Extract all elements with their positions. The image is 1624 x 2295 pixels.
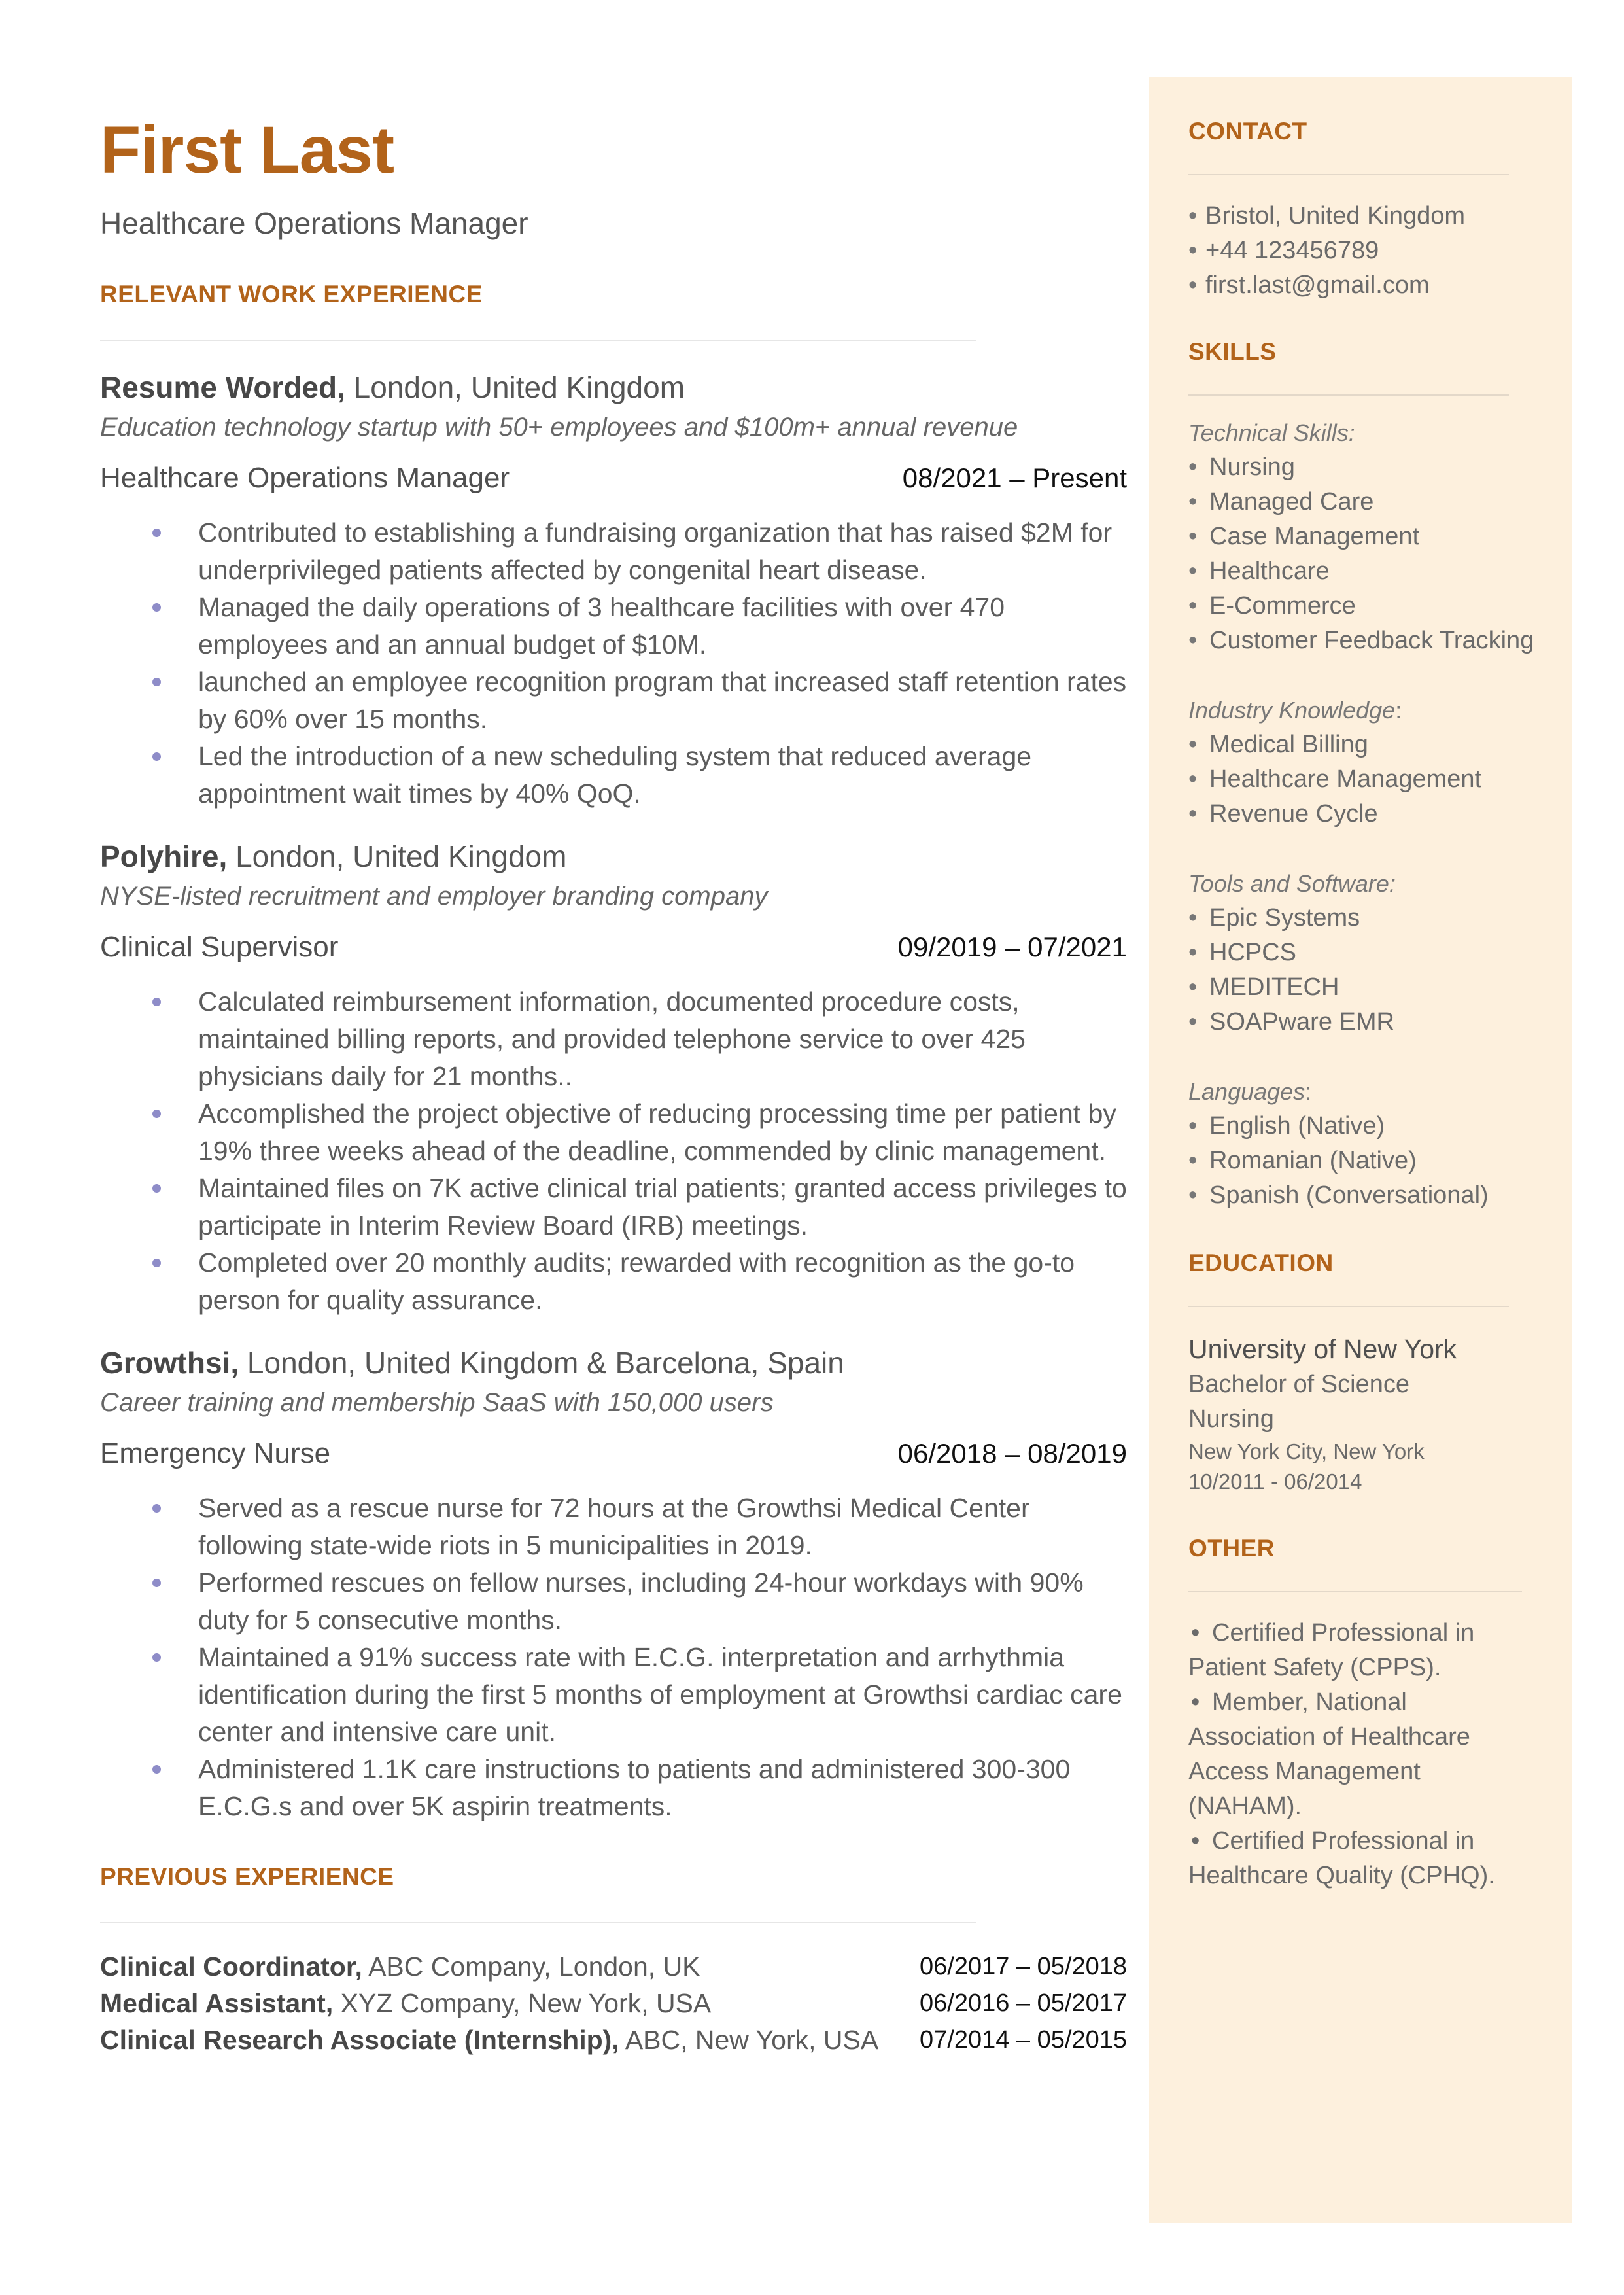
section-divider bbox=[100, 340, 976, 341]
skill-item: • Medical Billing bbox=[1188, 731, 1368, 758]
job-company: Polyhire, London, United Kingdom bbox=[100, 839, 567, 873]
job-role: Healthcare Operations Manager bbox=[100, 461, 510, 494]
job-dates: 06/2018 – 08/2019 bbox=[897, 1438, 1127, 1469]
education-field: Nursing bbox=[1188, 1405, 1274, 1433]
skill-item: • HCPCS bbox=[1188, 939, 1297, 966]
skill-group-label: Languages: bbox=[1188, 1078, 1312, 1105]
bullet-item: Contributed to establishing a fundraising organization that has raised $2M for underprivileged patients affected by congenital heart disease. bbox=[100, 514, 1127, 589]
job-bullets bbox=[100, 514, 1127, 813]
skill-item: • Spanish (Conversational) bbox=[1188, 1182, 1489, 1209]
skill-item: • Romanian (Native) bbox=[1188, 1147, 1417, 1174]
skill-item: • Epic Systems bbox=[1188, 904, 1360, 932]
section-divider bbox=[1188, 1306, 1509, 1307]
skill-item: • English (Native) bbox=[1188, 1112, 1385, 1140]
skill-item: • Nursing bbox=[1188, 453, 1295, 481]
skill-item: • Revenue Cycle bbox=[1188, 800, 1378, 828]
section-heading-education: EDUCATION bbox=[1188, 1250, 1334, 1276]
skill-group bbox=[1188, 415, 1535, 658]
skill-item: • Customer Feedback Tracking bbox=[1188, 627, 1534, 654]
skill-item: • E-Commerce bbox=[1188, 592, 1356, 620]
job-description: NYSE-listed recruitment and employer branding company bbox=[100, 881, 768, 911]
section-heading-previous: PREVIOUS EXPERIENCE bbox=[100, 1863, 394, 1891]
job-dates: 08/2021 – Present bbox=[902, 462, 1127, 493]
contact-email[interactable]: • first.last@gmail.com bbox=[1188, 272, 1430, 299]
section-divider bbox=[1188, 394, 1509, 396]
job-entry bbox=[100, 1345, 1127, 1825]
other-list bbox=[1188, 1616, 1535, 1893]
skill-item: • Managed Care bbox=[1188, 488, 1374, 516]
bullet-item: Performed rescues on fellow nurses, including 24-hour workdays with 90% duty for 5 consecutive months. bbox=[100, 1564, 1127, 1639]
other-item: • Certified Professional in Patient Safety (CPPS). bbox=[1188, 1619, 1475, 1681]
other-item: • Certified Professional in Healthcare Quality (CPHQ). bbox=[1188, 1827, 1495, 1889]
skill-item: • Healthcare Management bbox=[1188, 765, 1482, 793]
previous-dates: 07/2014 – 05/2015 bbox=[920, 2026, 1127, 2054]
skill-item: • Healthcare bbox=[1188, 557, 1330, 585]
job-entry bbox=[100, 839, 1127, 1319]
education-school: University of New York bbox=[1188, 1334, 1457, 1364]
section-heading-other: OTHER bbox=[1188, 1535, 1275, 1562]
bullet-item: Accomplished the project objective of reducing processing time per patient by 19% three weeks ahead of the deadline, commended by clinic management. bbox=[100, 1095, 1127, 1170]
skill-group bbox=[1188, 1074, 1535, 1213]
job-company: Resume Worded, London, United Kingdom bbox=[100, 370, 685, 404]
job-dates: 09/2019 – 07/2021 bbox=[897, 931, 1127, 962]
previous-dates: 06/2017 – 05/2018 bbox=[920, 1953, 1127, 1981]
job-role: Clinical Supervisor bbox=[100, 930, 339, 963]
bullet-item: launched an employee recognition program that increased staff retention rates by 60% over 15 months. bbox=[100, 663, 1127, 738]
job-description: Education technology startup with 50+ employees and $100m+ annual revenue bbox=[100, 412, 1018, 442]
sidebar bbox=[1149, 77, 1572, 2223]
education-entry bbox=[1188, 1331, 1535, 1497]
previous-entry: Medical Assistant, XYZ Company, New York, USA 06/2016 – 05/2017 bbox=[100, 1985, 1127, 2022]
section-heading-contact: CONTACT bbox=[1188, 118, 1307, 145]
bullet-item: Maintained a 91% success rate with E.C.G. interpretation and arrhythmia identification during the first 5 months of employment at Growthsi cardiac care center and intensive care unit. bbox=[100, 1639, 1127, 1751]
job-role: Emergency Nurse bbox=[100, 1437, 331, 1470]
education-dates: 10/2011 - 06/2014 bbox=[1188, 1469, 1362, 1494]
bullet-item: Maintained files on 7K active clinical trial patients; granted access privileges to participate in Interim Review Board (IRB) meetings. bbox=[100, 1170, 1127, 1244]
skill-group bbox=[1188, 693, 1535, 832]
section-divider bbox=[100, 1922, 976, 1923]
previous-dates: 06/2016 – 05/2017 bbox=[920, 1989, 1127, 2018]
section-divider bbox=[1188, 174, 1509, 175]
previous-experience-list bbox=[100, 1948, 1127, 2058]
job-bullets bbox=[100, 983, 1127, 1319]
bullet-item: Managed the daily operations of 3 healthcare facilities with over 470 employees and an annual budget of $10M. bbox=[100, 589, 1127, 663]
section-heading-work: RELEVANT WORK EXPERIENCE bbox=[100, 280, 483, 307]
skill-item: • MEDITECH bbox=[1188, 973, 1339, 1001]
previous-entry: Clinical Research Associate (Internship), ABC, New York, USA 07/2014 – 05/2015 bbox=[100, 2022, 1127, 2058]
job-company: Growthsi, London, United Kingdom & Barcelona, Spain bbox=[100, 1345, 844, 1380]
contact-phone: • +44 123456789 bbox=[1188, 237, 1379, 264]
candidate-title: Healthcare Operations Manager bbox=[100, 206, 528, 240]
main-column bbox=[100, 113, 1127, 2058]
other-item: • Member, National Association of Healthcare Access Management (NAHAM). bbox=[1188, 1689, 1470, 1820]
bullet-item: Served as a rescue nurse for 72 hours at the Growthsi Medical Center following state-wide riots in 5 municipalities in 2019. bbox=[100, 1490, 1127, 1564]
candidate-name: First Last bbox=[100, 113, 394, 187]
bullet-item: Administered 1.1K care instructions to patients and administered 300-300 E.C.G.s and over 5K aspirin treatments. bbox=[100, 1751, 1127, 1825]
section-divider bbox=[1188, 1591, 1522, 1592]
skill-group-label: Tools and Software: bbox=[1188, 870, 1396, 897]
job-entry bbox=[100, 370, 1127, 813]
education-location: New York City, New York bbox=[1188, 1439, 1425, 1463]
contact-list bbox=[1188, 199, 1535, 303]
skill-group-label: Technical Skills: bbox=[1188, 419, 1355, 446]
section-heading-skills: SKILLS bbox=[1188, 338, 1277, 365]
skill-group-label: Industry Knowledge: bbox=[1188, 697, 1402, 724]
contact-location: • Bristol, United Kingdom bbox=[1188, 202, 1466, 230]
previous-entry: Clinical Coordinator, ABC Company, London, UK 06/2017 – 05/2018 bbox=[100, 1948, 1127, 1985]
job-description: Career training and membership SaaS with 150,000 users bbox=[100, 1388, 774, 1418]
bullet-item: Calculated reimbursement information, documented procedure costs, maintained billing reports, and provided telephone service to over 425 physicians daily for 21 months.. bbox=[100, 983, 1127, 1095]
skill-group bbox=[1188, 866, 1535, 1040]
job-bullets bbox=[100, 1490, 1127, 1825]
skill-item: • SOAPware EMR bbox=[1188, 1008, 1394, 1036]
skill-item: • Case Management bbox=[1188, 523, 1420, 550]
bullet-item: Led the introduction of a new scheduling system that reduced average appointment wait times by 40% QoQ. bbox=[100, 738, 1127, 813]
bullet-item: Completed over 20 monthly audits; rewarded with recognition as the go-to person for quality assurance. bbox=[100, 1244, 1127, 1319]
education-degree: Bachelor of Science bbox=[1188, 1371, 1409, 1398]
